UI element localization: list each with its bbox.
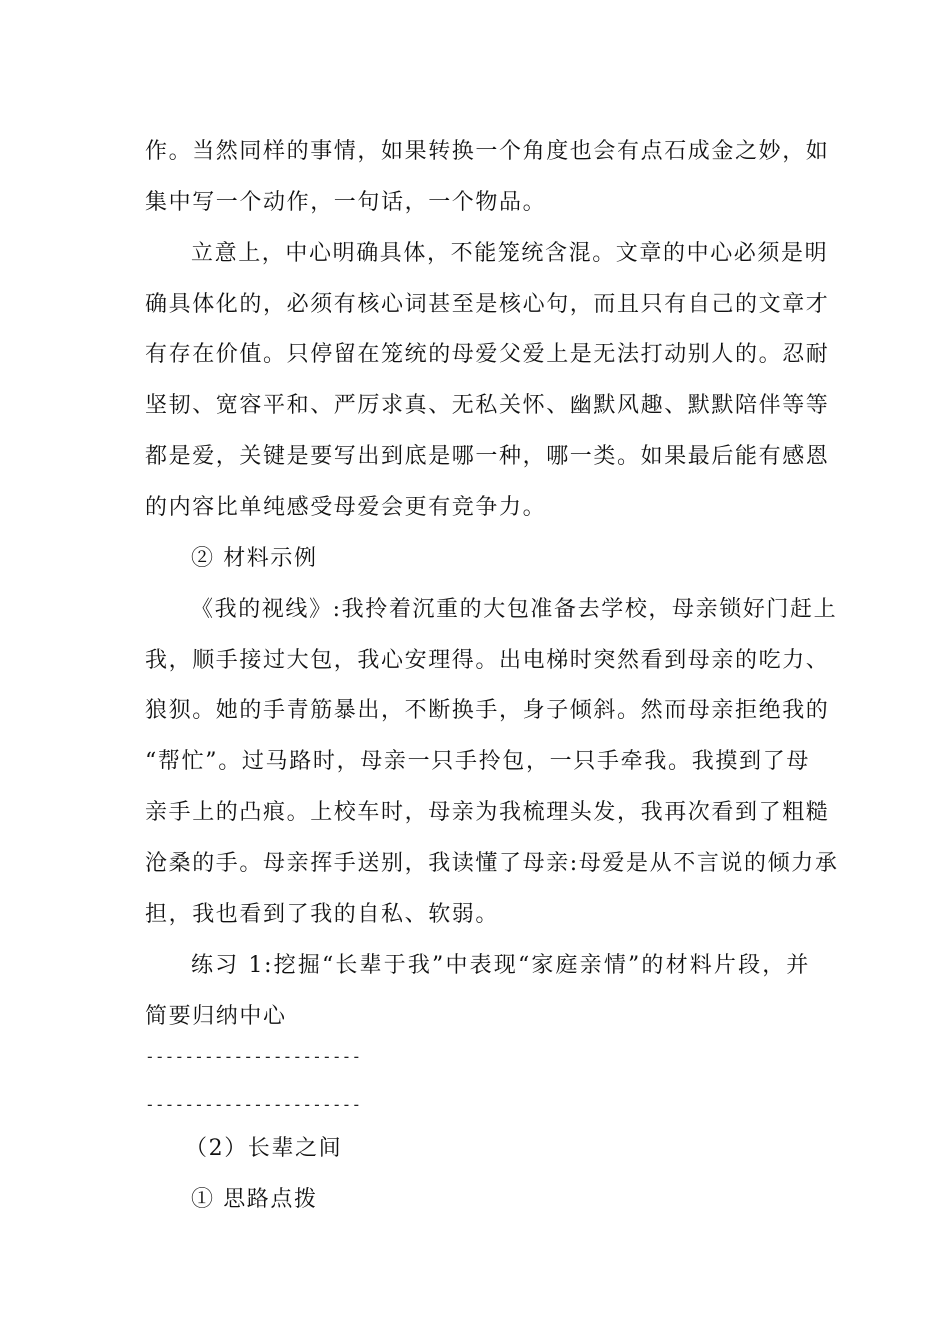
paragraph-line: 沧桑的手。母亲挥手送别，我读懂了母亲:母爱是从不言说的倾力承 bbox=[145, 851, 839, 876]
paragraph-line: 确具体化的，必须有核心词甚至是核心句，而且只有自己的文章才 bbox=[145, 292, 830, 317]
paragraph-line: “帮忙”。过马路时，母亲一只手拎包，一只手牵我。我摸到了母 bbox=[145, 749, 810, 774]
paragraph-line: 担，我也看到了我的自私、软弱。 bbox=[145, 902, 500, 927]
paragraph-line: 的内容比单纯感受母爱会更有竞争力。 bbox=[145, 495, 547, 520]
paragraph-line: 集中写一个动作，一句话，一个物品。 bbox=[145, 190, 547, 215]
paragraph-line: 立意上，中心明确具体，不能笼统含混。文章的中心必须是明 bbox=[191, 241, 829, 266]
paragraph-line: 有存在价值。只停留在笼统的母爱父爱上是无法打动别人的。忍耐 bbox=[145, 342, 830, 367]
section-heading: （2）长辈之间 bbox=[185, 1136, 343, 1161]
exercise-prompt: 简要归纳中心 bbox=[145, 1004, 287, 1029]
answer-blank-line: ---------------------- bbox=[145, 1095, 362, 1114]
paragraph-line: 坚韧、宽容平和、严厉求真、无私关怀、幽默风趣、默默陪伴等等 bbox=[145, 393, 830, 418]
subsection-heading: ① 思路点拨 bbox=[191, 1187, 318, 1212]
paragraph-line: 我，顺手接过大包，我心安理得。出电梯时突然看到母亲的吃力、 bbox=[145, 648, 830, 673]
paragraph-line: 都是爱，关键是要写出到底是哪一种，哪一类。如果最后能有感恩 bbox=[145, 444, 830, 469]
paragraph-line: 亲手上的凸痕。上校车时，母亲为我梳理头发，我再次看到了粗糙 bbox=[145, 800, 830, 825]
paragraph-line: 作。当然同样的事情，如果转换一个角度也会有点石成金之妙，如 bbox=[145, 139, 830, 164]
paragraph-line: 狼狈。她的手青筋暴出，不断换手，身子倾斜。然而母亲拒绝我的 bbox=[145, 698, 830, 723]
section-heading: ② 材料示例 bbox=[191, 546, 318, 571]
paragraph-line: 《我的视线》:我拎着沉重的大包准备去学校，母亲锁好门赶上 bbox=[191, 597, 838, 622]
answer-blank-line: ---------------------- bbox=[145, 1047, 362, 1066]
exercise-prompt: 练习 1:挖掘“长辈于我”中表现“家庭亲情”的材料片段，并 bbox=[191, 953, 810, 978]
